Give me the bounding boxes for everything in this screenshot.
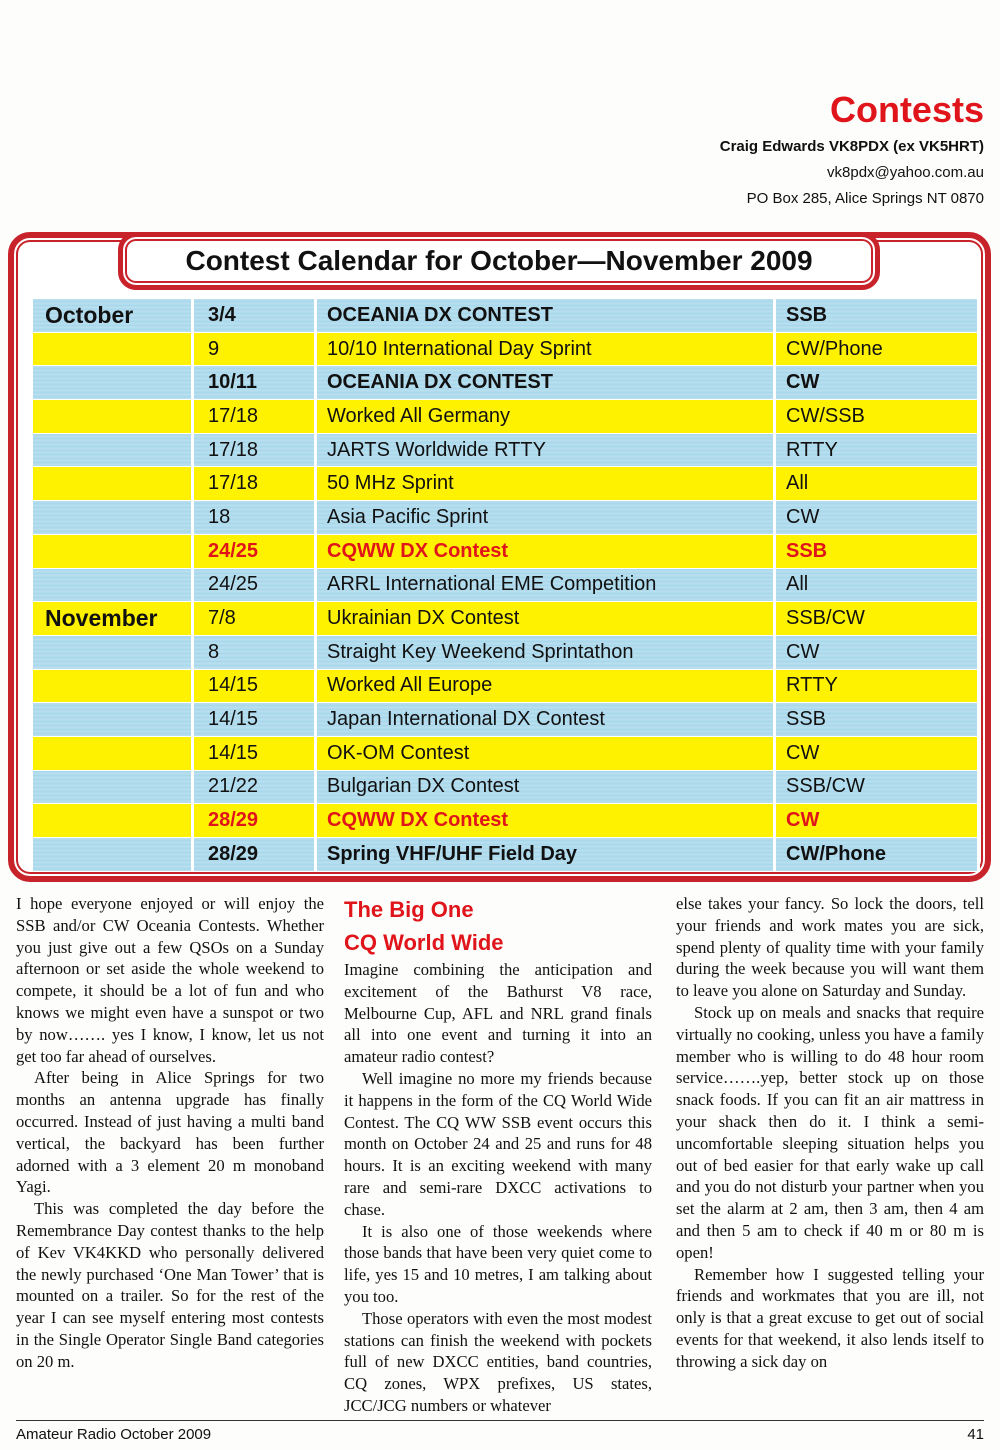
month-cell [32, 838, 193, 872]
article-column-1 [16, 893, 324, 1373]
date-cell: 24/25 [193, 568, 316, 602]
table-row [32, 770, 979, 804]
month-cell [32, 433, 193, 467]
contest-name-cell: 10/10 International Day Sprint [316, 332, 775, 366]
author-address: PO Box 285, Alice Springs NT 0870 [746, 190, 984, 207]
contest-name-cell: OCEANIA DX CONTEST [316, 366, 775, 400]
month-cell: November [32, 602, 193, 636]
date-cell: 18 [193, 501, 316, 535]
subheading: The Big One [344, 897, 474, 922]
date-cell: 14/15 [193, 703, 316, 737]
date-cell: 21/22 [193, 770, 316, 804]
paragraph: Those operators with even the most modest stations can finish the weekend with pockets full of new DXCC entities, band countries, CQ zones, WPX prefixes, US states, JCC/JCG numbers or whatever [344, 1308, 652, 1415]
table-row [32, 804, 979, 838]
month-cell: October [32, 299, 193, 333]
article-column-3 [676, 893, 984, 1373]
date-cell: 10/11 [193, 366, 316, 400]
mode-cell: RTTY [775, 433, 979, 467]
date-cell: 7/8 [193, 602, 316, 636]
table-row [32, 838, 979, 872]
date-cell: 17/18 [193, 400, 316, 434]
month-cell [32, 736, 193, 770]
paragraph: Stock up on meals and snacks that require virtually no cooking, unless you have a family member who is willing to do 48 hour room service…….yep, better stock up on those snack foods. If you can fit an air mattress in your shack then do it. I think a semi-uncomfortable sleeping situation helps you out of bed easier for that early wake up call and you do not disturb your partner when you set the alarm at 2 am, then 3 am, then 4 am and then 5 am to check if 40 m or 80 m is open! [676, 1002, 984, 1262]
date-cell: 3/4 [193, 299, 316, 333]
date-cell: 8 [193, 635, 316, 669]
author-email: vk8pdx@yahoo.com.au [827, 164, 984, 181]
table-row [32, 703, 979, 737]
contest-name-cell: CQWW DX Contest [316, 534, 775, 568]
contest-name-cell: 50 MHz Sprint [316, 467, 775, 501]
contest-name-cell: Spring VHF/UHF Field Day [316, 838, 775, 872]
date-cell: 28/29 [193, 804, 316, 838]
mode-cell: All [775, 467, 979, 501]
month-cell [32, 804, 193, 838]
table-row [32, 501, 979, 535]
footer-rule [16, 1420, 984, 1421]
table-row [32, 669, 979, 703]
table-row [32, 534, 979, 568]
mode-cell: CW/Phone [775, 838, 979, 872]
date-cell: 14/15 [193, 669, 316, 703]
table-row [32, 467, 979, 501]
article-column-2 [344, 893, 652, 1417]
date-cell: 9 [193, 332, 316, 366]
contest-name-cell: ARRL International EME Competition [316, 568, 775, 602]
mode-cell: SSB/CW [775, 602, 979, 636]
paragraph: This was completed the day before the Remembrance Day contest thanks to the help of Kev VK4KKD who personally delivered the newly purchased ‘One Man Tower’ that is mounted on a trailer. So for the rest of the year I can see myself entering most contests in the Single Operator Single Band categories on 20 m. [16, 1199, 324, 1371]
mode-cell: SSB [775, 534, 979, 568]
month-cell [32, 568, 193, 602]
paragraph: I hope everyone enjoyed or will enjoy the SSB and/or CW Oceania Contests. Whether you just give out a few QSOs on a Sunday afternoon or set aside the whole weekend to compete, it should be a lot of fun and who knows we might even have a sunspot or two by now……. yes I know, I know, let us not get too far ahead of ourselves. [16, 894, 324, 1066]
contest-name-cell: Straight Key Weekend Sprintathon [316, 635, 775, 669]
contest-name-cell: Worked All Europe [316, 669, 775, 703]
subheading: CQ World Wide [344, 930, 504, 955]
date-cell: 24/25 [193, 534, 316, 568]
contest-name-cell: Bulgarian DX Contest [316, 770, 775, 804]
table-row [32, 299, 979, 333]
mode-cell: CW [775, 804, 979, 838]
section-title: Contests [829, 89, 984, 130]
month-cell [32, 332, 193, 366]
paragraph: After being in Alice Springs for two months an antenna upgrade has finally occurred. Instead of just having a multi band vertical, the backyard has been further adorned with a 3 element 20 m monoband Yagi. [16, 1068, 324, 1197]
paragraph: Imagine combining the anticipation and excitement of the Bathurst V8 race, Melbourne Cup, AFL and NRL grand finals all into one event and turning it into an amateur radio contest? [344, 960, 652, 1067]
contest-name-cell: Ukrainian DX Contest [316, 602, 775, 636]
date-cell: 14/15 [193, 736, 316, 770]
paragraph: Remember how I suggested telling your friends and workmates that you are ill, not only is that a great excuse to get out of social events for that weekend, it also lends itself to throwing a sick day on [676, 1264, 984, 1371]
contest-name-cell: Japan International DX Contest [316, 703, 775, 737]
month-cell [32, 366, 193, 400]
mode-cell: CW/SSB [775, 400, 979, 434]
table-row [32, 433, 979, 467]
table-row [32, 736, 979, 770]
table-row [32, 568, 979, 602]
author-name: Craig Edwards VK8PDX (ex VK5HRT) [719, 138, 984, 155]
calendar-title: Contest Calendar for October—November 2009 [118, 232, 880, 290]
mode-cell: RTTY [775, 669, 979, 703]
mode-cell: CW [775, 736, 979, 770]
month-cell [32, 635, 193, 669]
contest-name-cell: OCEANIA DX CONTEST [316, 299, 775, 333]
table-row [32, 602, 979, 636]
date-cell: 28/29 [193, 838, 316, 872]
table-row [32, 332, 979, 366]
contest-name-cell: JARTS Worldwide RTTY [316, 433, 775, 467]
page-number: 41 [967, 1426, 984, 1443]
contest-name-cell: Worked All Germany [316, 400, 775, 434]
mode-cell: SSB/CW [775, 770, 979, 804]
month-cell [32, 703, 193, 737]
month-cell [32, 669, 193, 703]
mode-cell: CW [775, 501, 979, 535]
mode-cell: CW [775, 635, 979, 669]
month-cell [32, 534, 193, 568]
month-cell [32, 770, 193, 804]
page-header [720, 90, 984, 212]
mode-cell: All [775, 568, 979, 602]
mode-cell: CW/Phone [775, 332, 979, 366]
mode-cell: SSB [775, 299, 979, 333]
table-row [32, 400, 979, 434]
month-cell [32, 467, 193, 501]
month-cell [32, 400, 193, 434]
contest-name-cell: OK-OM Contest [316, 736, 775, 770]
paragraph: It is also one of those weekends where those bands that have been very quiet come to life, yes 15 and 10 metres, I am talking about you too. [344, 1221, 652, 1306]
month-cell [32, 501, 193, 535]
mode-cell: SSB [775, 703, 979, 737]
table-row [32, 635, 979, 669]
paragraph: else takes your fancy. So lock the doors, tell your friends and work mates you are sick, spend plenty of quality time with your family during the week because you will want them to leave you alone on Saturday and Sunday. [676, 894, 984, 1001]
contest-name-cell: CQWW DX Contest [316, 804, 775, 838]
date-cell: 17/18 [193, 467, 316, 501]
contest-calendar-table [30, 298, 980, 872]
publication-name: Amateur Radio October 2009 [16, 1426, 212, 1443]
date-cell: 17/18 [193, 433, 316, 467]
paragraph: Well imagine no more my friends because it happens in the form of the CQ World Wide Contest. The CQ WW SSB event occurs this month on October 24 and 25 and runs for 48 hours. It is an exciting weekend with many rare and semi-rare DXCC activations to chase. [344, 1068, 652, 1219]
mode-cell: CW [775, 366, 979, 400]
table-row [32, 366, 979, 400]
contest-name-cell: Asia Pacific Sprint [316, 501, 775, 535]
